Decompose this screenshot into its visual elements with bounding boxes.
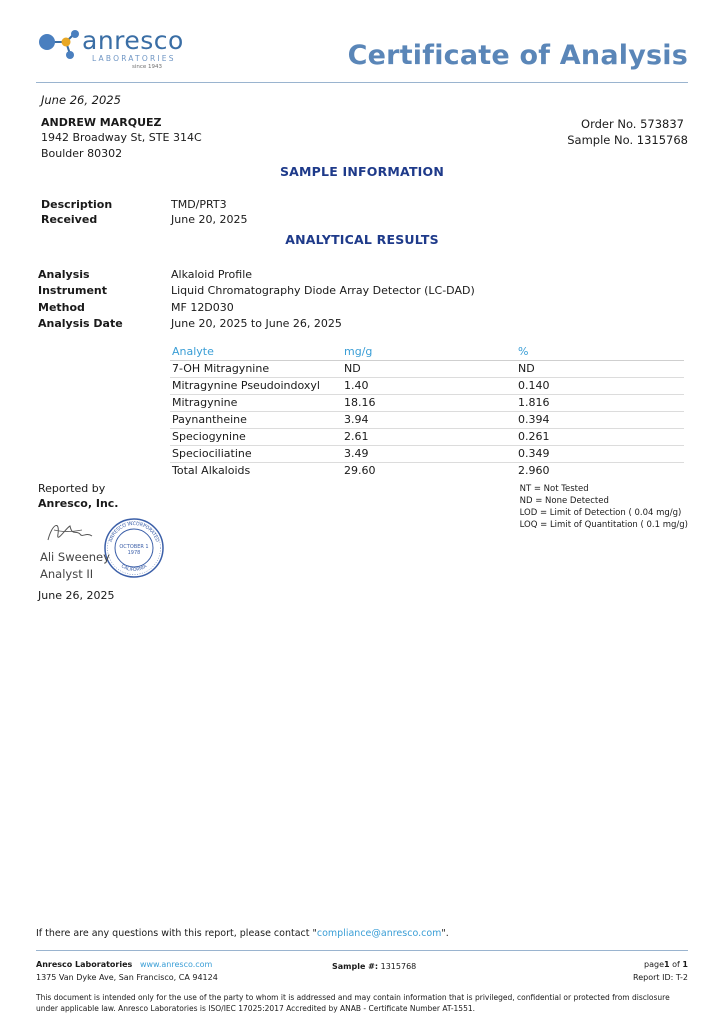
table-row [170,463,684,480]
table-row [170,429,684,446]
page-total: 1 [682,960,688,969]
instrument-value: Liquid Chromatography Diode Array Detector (LC-DAD) [171,284,475,297]
document-title: Certificate of Analysis [347,40,688,71]
footer-divider [36,950,688,951]
seal-year-text: 1978 [127,550,141,556]
analyte-cell: Mitragynine [170,395,342,412]
page-label: page [644,960,665,969]
mg-per-g-cell: 3.49 [342,446,516,463]
footer-sample-label: Sample #: [332,962,379,971]
logo-since: since 1943 [132,64,163,70]
header-divider [36,82,688,83]
logo-wordmark: anresco [82,26,184,55]
legend-item: LOQ = Limit of Quantitation ( 0.1 mg/g) [519,520,688,530]
signer-name: Ali Sweeney [40,550,110,564]
analysis-label: Analysis [38,268,90,281]
legend-item: ND = None Detected [519,496,609,506]
table-row [170,446,684,463]
instrument-label: Instrument [38,284,107,297]
legend-item: LOD = Limit of Detection ( 0.04 mg/g) [519,508,682,518]
analyte-cell: Mitragynine Pseudoindoxyl [170,378,342,395]
compliance-email-link[interactable]: compliance@anresco.com [316,928,442,939]
analyte-cell: Speciogynine [170,429,342,446]
seal-bottom-text: CALIFORNIA [119,564,149,574]
analyte-cell: Speciociliatine [170,446,342,463]
analyte-cell: 7-OH Mitragynine [170,361,342,378]
client-name: ANDREW MARQUEZ [41,116,162,129]
footer-company: Anresco Laboratories [36,960,133,969]
molecule-icon [36,28,82,62]
column-header-mg-per-g: mg/g [342,344,516,361]
description-value: TMD/PRT3 [171,198,227,211]
mg-per-g-cell: 2.61 [342,429,516,446]
mg-per-g-cell: 1.40 [342,378,516,395]
client-address-line1: 1942 Broadway St, STE 314C [41,131,202,144]
footer-address: 1375 Van Dyke Ave, San Francisco, CA 94124 [36,973,218,982]
percent-cell: 0.261 [516,429,684,446]
results-header-row [170,344,684,361]
seal-top-text: ANRESCO INCORPORATED [108,521,160,543]
page-indicator [644,960,688,969]
order-number: Order No. 573837 [581,117,684,131]
report-id: Report ID: T-2 [633,973,688,982]
page-of: of [672,960,680,969]
analyte-cell: Total Alkaloids [172,464,251,477]
company-seal-stamp [103,517,165,579]
contact-text: If there are any questions with this report, please contact " [36,928,317,939]
signature-image [42,518,102,548]
column-header-percent: % [516,344,684,361]
analysis-value: Alkaloid Profile [171,268,253,281]
analytical-results-heading: ANALYTICAL RESULTS [285,232,439,247]
table-row [170,412,684,429]
page-current: 1 [664,960,670,969]
mg-per-g-cell: 18.16 [342,395,516,412]
mg-per-g-cell: ND [342,361,516,378]
table-row [170,378,684,395]
contact-line [36,928,449,939]
seal-date-text: OCTOBER 1 [119,544,149,550]
percent-cell: 0.349 [516,446,684,463]
table-row [170,395,684,412]
disclaimer-line: under applicable law. Anresco Laboratories is ISO/IEC 17025:2017 Accredited by ANAB - Certificate Number AT-1551. [36,1004,475,1013]
column-header-analyte: Analyte [170,344,342,361]
footer-company-line [36,960,212,969]
percent-cell: 0.394 [516,412,684,429]
legend-item: NT = Not Tested [519,484,589,494]
received-label: Received [41,213,98,226]
analysis-date-value: June 20, 2025 to June 26, 2025 [171,317,342,330]
footer-sample [332,962,416,971]
percent-cell: 1.816 [516,395,684,412]
results-table [170,344,684,479]
contact-text-end: ". [441,928,449,939]
method-label: Method [38,301,85,314]
signer-title: Analyst II [40,567,94,581]
percent-cell: 0.140 [516,378,684,395]
reported-by-label: Reported by [38,482,106,495]
method-value: MF 12D030 [171,301,234,314]
received-value: June 20, 2025 [171,213,248,226]
sample-information-heading: SAMPLE INFORMATION [279,164,445,179]
disclaimer [36,992,688,1014]
percent-cell: 2.960 [518,464,550,477]
mg-per-g-cell: 29.60 [344,464,376,477]
logo-subtitle: LABORATORIES [92,54,176,63]
table-row [170,361,684,378]
disclaimer-line: This document is intended only for the use of the party to whom it is addressed and may contain information that is privileged, confidential or protected from disclosure [36,993,670,1002]
client-address-line2: Boulder 80302 [41,147,123,160]
analyte-cell: Paynantheine [170,412,342,429]
abbreviation-legend [520,483,688,531]
mg-per-g-cell: 3.94 [342,412,516,429]
company-logo [36,26,196,74]
sample-number: Sample No. 1315768 [567,133,688,147]
footer-sample-value: 1315768 [380,962,417,971]
reporting-company: Anresco, Inc. [38,497,119,510]
footer-website-link[interactable]: www.anresco.com [139,960,213,969]
analysis-date-label: Analysis Date [38,317,123,330]
percent-cell: ND [516,361,684,378]
description-label: Description [41,198,113,211]
reported-date: June 26, 2025 [38,589,115,602]
report-date: June 26, 2025 [41,93,121,107]
